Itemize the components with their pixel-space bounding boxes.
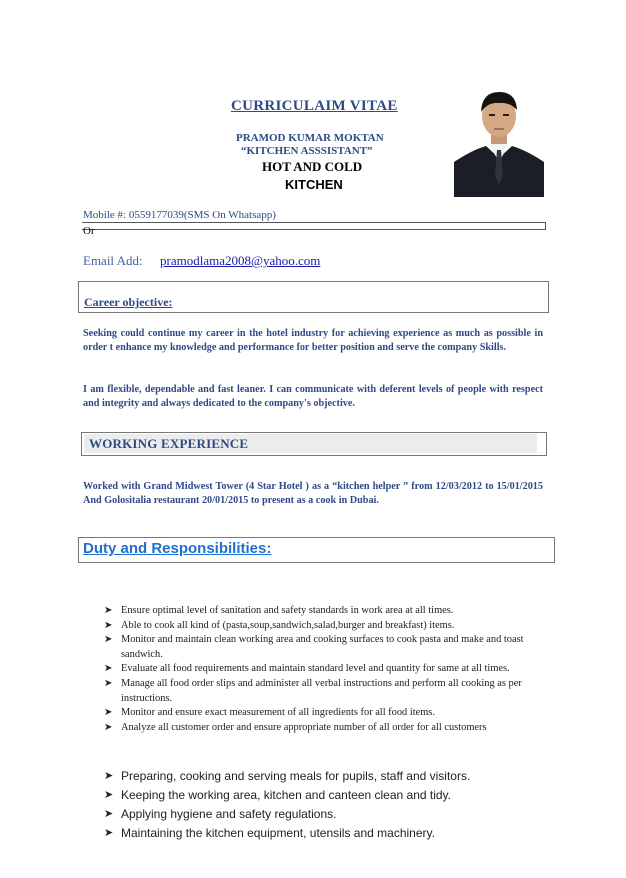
duty-heading: Duty and Responsibilities: [83,540,272,557]
arrow-bullet-icon: ➤ [104,663,113,675]
working-experience-text: Worked with Grand Midwest Tower (4 Star Hotel ) as a “kitchen helper ” from 12/03/2012 to 15/01/2015 And Golositalia restaurant 20/01/2015 to present as a cook in Dubai. [83,481,543,506]
or-text: Or [83,225,95,237]
career-objective-heading: Career objective: [84,295,173,309]
arrow-bullet-icon: ➤ [104,789,114,801]
list-item: ➤ Able to cook all kind of (pasta,soup,sandwich,salad,burger and breakfast) items. [104,619,534,634]
list-item: ➤ Applying hygiene and safety regulations. [104,805,544,824]
list-item: ➤ Manage all food order slips and administer all verbal instructions and perform all cooking as per instructions. [104,677,522,704]
list-item: ➤ Evaluate all food requirements and maintain standard level and quantity for same at all times. [104,662,534,677]
arrow-bullet-icon: ➤ [104,605,113,616]
arrow-bullet-icon: ➤ [104,677,113,689]
candidate-name: PRAMOD KUMAR MOKTAN [236,132,384,144]
cv-title: CURRICULAIM VITAE [231,98,398,114]
duty-list [104,604,534,735]
working-experience-heading: WORKING EXPERIENCE [89,436,249,451]
arrow-bullet-icon: ➤ [104,619,113,631]
list-item: ➤ Analyze all customer order and ensure appropriate number of all order for all customers [104,721,534,736]
list-item: ➤ Maintaining the kitchen equipment, utensils and machinery. [104,824,544,843]
list-item: ➤ Monitor and ensure exact measurement of all ingredients for all food items. [104,706,534,721]
role-line-1: HOT AND COLD [262,159,363,174]
duty-list-large [104,767,544,843]
arrow-bullet-icon: ➤ [104,707,113,719]
profile-photo [454,80,544,197]
career-objective-paragraph-1: Seeking could continue my career in the hotel industry for achieving experience as much as possible in order t enhance my knowledge and performance for better position and serve the company Skills. [83,328,543,353]
arrow-bullet-icon: ➤ [104,721,113,733]
arrow-bullet-icon: ➤ [104,827,114,839]
role-line-2: KITCHEN [285,177,343,192]
mobile-number: Mobile #: 0559177039(SMS On Whatsapp) [83,209,276,221]
email-link[interactable]: pramodlama2008@yahoo.com [160,253,321,268]
list-item: ➤ Preparing, cooking and serving meals for pupils, staff and visitors. [104,767,544,786]
career-objective-paragraph-2: I am flexible, dependable and fast leaner. I can communicate with deferent levels of people with respect and integrity and always dedicated to the company's objective. [83,384,543,409]
list-item: ➤ Monitor and maintain clean working area and cooking surfaces to cook pasta and make and toast sandwich. [104,634,524,660]
contact-divider [82,222,546,230]
candidate-role: “KITCHEN ASSSISTANT” [241,145,373,157]
arrow-bullet-icon: ➤ [104,808,114,820]
list-item: ➤ Keeping the working area, kitchen and canteen clean and tidy. [104,786,544,805]
arrow-bullet-icon: ➤ [104,770,114,782]
email-label: Email Add: [83,253,143,268]
arrow-bullet-icon: ➤ [104,634,113,646]
list-item: ➤ Ensure optimal level of sanitation and safety standards in work area at all times. [104,604,534,619]
